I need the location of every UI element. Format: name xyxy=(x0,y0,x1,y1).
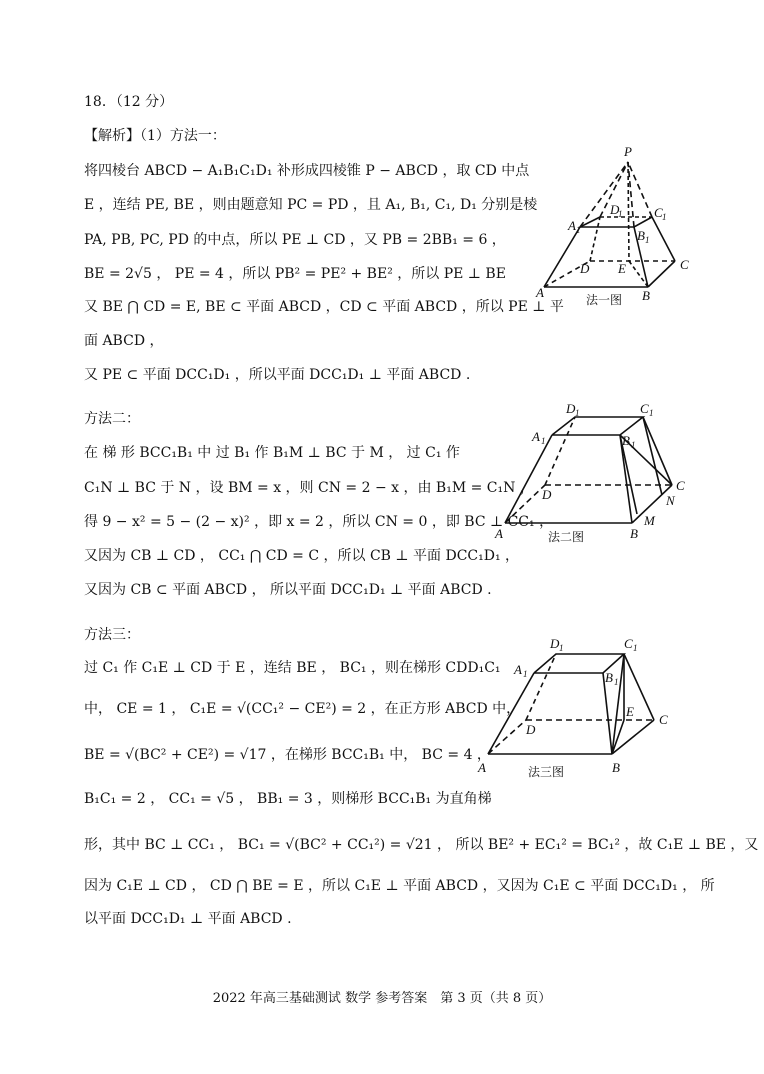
method2-line-4: 又因为 CB ⊥ CD ， CC₁ ⋂ CD = C ，所以 CB ⊥ 平面 DCC₁D₁ ， xyxy=(84,548,520,564)
fig2-label-A: A xyxy=(495,526,503,541)
fig2-label-D: D xyxy=(542,487,552,502)
fig3-label-A1: A xyxy=(514,662,522,677)
fig2-label-C1: C xyxy=(640,401,649,416)
fig1-label-P: P xyxy=(624,144,632,159)
method3-title: 方法三： xyxy=(84,627,140,643)
method1-line-7: 又 PE ⊂ 平面 DCC₁D₁ ，所以平面 DCC₁D₁ ⊥ 平面 ABCD . xyxy=(84,367,471,383)
fig3-label-B: B xyxy=(612,760,620,775)
figure-method1 xyxy=(530,142,700,312)
fig1-label-A: A xyxy=(536,285,544,300)
method2-line-3: 得 9 − x² = 5 − (2 − x)² ，即 x = 2 ，所以 CN = 0 ，即 BC ⊥ CC₁ ， xyxy=(84,514,554,530)
fig2-caption: 法二图 xyxy=(548,530,585,544)
fig2-label-B: B xyxy=(630,526,638,541)
analysis-heading: 【解析】（1）方法一： xyxy=(84,128,226,144)
fig1-label-D: D xyxy=(580,261,590,276)
method3-line-7: 以平面 DCC₁D₁ ⊥ 平面 ABCD . xyxy=(84,911,292,927)
method1-line-4: BE = 2√5 ， PE = 4 ，所以 PB² = PE² + BE² ，所以 PE ⊥ BE xyxy=(84,266,506,282)
method3-line-2: 中， CE = 1 ， C₁E = √(CC₁² − CE²) = 2 ，在正方形 ABCD 中， xyxy=(84,701,521,717)
method3-line-5: 形，其中 BC ⊥ CC₁ ， BC₁ = √(BC² + CC₁²) = √21 ， 所以 BE² + EC₁² = BC₁² ，故 C₁E ⊥ BE ，又 xyxy=(84,837,759,853)
fig1-sub-C1: 1 xyxy=(662,212,667,222)
fig3-label-B1: B xyxy=(605,670,613,685)
fig3-sub-A1: 1 xyxy=(523,669,528,679)
fig2-label-D1: D xyxy=(566,401,576,416)
fig3-label-A: A xyxy=(478,760,486,775)
fig2-sub-C1: 1 xyxy=(649,408,654,418)
fig2-label-N: N xyxy=(666,493,675,508)
figure-method2 xyxy=(490,395,700,550)
fig1-sub-D1: 1 xyxy=(618,209,623,219)
fig1-sub-A1: 1 xyxy=(576,225,581,235)
method1-line-3: PA, PB, PC, PD 的中点，所以 PE ⊥ CD ，又 PB = 2BB₁ = 6 ， xyxy=(84,232,506,248)
fig3-sub-B1: 1 xyxy=(614,677,619,687)
method3-line-3: BE = √(BC² + CE²) = √17 ，在梯形 BCC₁B₁ 中， BC = 4 ， xyxy=(84,747,491,763)
fig1-label-C1: C xyxy=(654,205,663,220)
fig1-label-B: B xyxy=(642,288,650,303)
fig3-label-C: C xyxy=(659,712,668,727)
fig1-sub-B1: 1 xyxy=(645,235,650,245)
fig1-label-D1: D xyxy=(610,202,620,217)
fig1-label-E: E xyxy=(618,261,626,276)
method2-title: 方法二： xyxy=(84,411,140,427)
question-number: 18．（12 分） xyxy=(84,94,174,110)
fig2-label-C: C xyxy=(676,478,685,493)
figure-method3 xyxy=(474,628,700,788)
method3-line-4: B₁C₁ = 2 ， CC₁ = √5 ， BB₁ = 3 ，则梯形 BCC₁B₁ 为直角梯 xyxy=(84,791,492,807)
method2-line-5: 又因为 CB ⊂ 平面 ABCD ， 所以平面 DCC₁D₁ ⊥ 平面 ABCD . xyxy=(84,582,492,598)
page-footer: 2022 年高三基础测试 数学 参考答案 第 3 页（共 8 页） xyxy=(212,991,552,1006)
method1-line-6: 面 ABCD ， xyxy=(84,333,164,349)
fig2-sub-B1: 1 xyxy=(631,440,636,450)
fig3-label-C1: C xyxy=(624,636,633,651)
fig2-sub-D1: 1 xyxy=(575,408,580,418)
method1-line-5: 又 BE ⋂ CD = E, BE ⊂ 平面 ABCD ，CD ⊂ 平面 ABCD ，所以 PE ⊥ 平 xyxy=(84,299,564,315)
fig1-label-B1: B xyxy=(637,228,645,243)
fig2-label-A1: A xyxy=(532,429,540,444)
method3-line-1: 过 C₁ 作 C₁E ⊥ CD 于 E ，连结 BE ， BC₁ ，则在梯形 CDD₁C₁ xyxy=(84,660,501,676)
method1-line-2: E ，连结 PE, BE ，则由题意知 PC = PD ，且 A₁, B₁, C₁, D₁ 分别是棱 xyxy=(84,197,538,213)
fig2-label-M: M xyxy=(644,513,655,528)
fig3-sub-D1: 1 xyxy=(559,643,564,653)
fig1-label-A1: A xyxy=(568,218,576,233)
fig3-label-D1: D xyxy=(550,636,560,651)
method1-line-1: 将四棱台 ABCD − A₁B₁C₁D₁ 补形成四棱锥 P − ABCD ，取 CD 中点 xyxy=(84,163,530,179)
fig1-caption: 法一图 xyxy=(586,293,623,307)
fig3-caption: 法三图 xyxy=(528,765,565,779)
fig1-label-C: C xyxy=(680,257,689,272)
fig3-sub-C1: 1 xyxy=(633,643,638,653)
method2-line-1: 在 梯 形 BCC₁B₁ 中 过 B₁ 作 B₁M ⊥ BC 于 M ， 过 C₁ 作 xyxy=(84,445,460,461)
method3-line-6: 因为 C₁E ⊥ CD ， CD ⋂ BE = E ，所以 C₁E ⊥ 平面 ABCD ，又因为 C₁E ⊂ 平面 DCC₁D₁ ， 所 xyxy=(84,878,715,894)
fig3-label-E: E xyxy=(626,704,634,719)
method2-line-2: C₁N ⊥ BC 于 N ，设 BM = x ，则 CN = 2 − x ，由 B₁M = C₁N ， xyxy=(84,480,534,496)
fig2-sub-A1: 1 xyxy=(541,436,546,446)
fig2-label-B1: B xyxy=(622,433,630,448)
fig3-label-D: D xyxy=(526,722,536,737)
